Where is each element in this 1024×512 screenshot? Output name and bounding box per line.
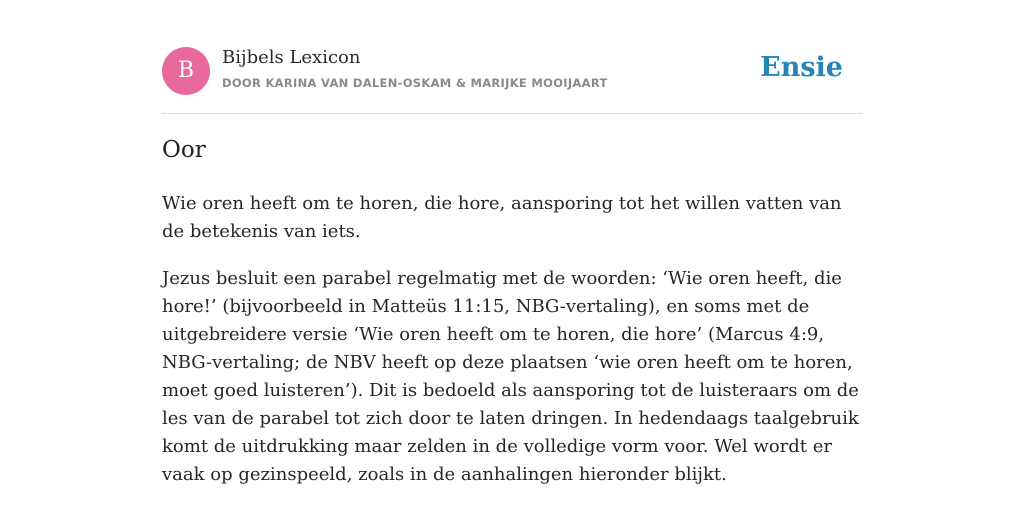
header-divider <box>162 113 862 114</box>
book-authors: DOOR KARINA VAN DALEN-OSKAM & MARIJKE MOOIJAART <box>222 76 608 90</box>
entry-paragraph-2: Jezus besluit een parabel regelmatig met de woorden: ‘Wie oren heeft, die hore!’ (bijvoorbeeld in Matteüs 11:15, NBG-vertaling), en soms met de uitgebreidere versie ‘Wie oren heeft om te horen, die hore’ (Marcus 4:9, NBG-vertaling; de NBV heeft op deze plaatsen ‘wie oren heeft om te horen, moet goed luisteren’). Dit is bedoeld als aansporing tot de luisteraars om de les van de parabel tot zich door te laten dringen. In hedendaags taalgebruik komt de uitdrukking maar zelden in de volledige vorm voor. Wel wordt er vaak op gezinspeeld, zoals in de aanhalingen hieronder blijkt. <box>162 268 859 485</box>
entry-title: Oor <box>162 137 206 163</box>
book-title[interactable]: Bijbels Lexicon <box>222 47 361 68</box>
ensie-logo[interactable]: Ensie <box>760 52 843 83</box>
header <box>162 46 862 96</box>
entry-paragraph-1: Wie oren heeft om te horen, die hore, aansporing tot het willen vatten van de betekenis van iets. <box>162 193 842 242</box>
book-avatar[interactable]: B <box>162 47 210 95</box>
